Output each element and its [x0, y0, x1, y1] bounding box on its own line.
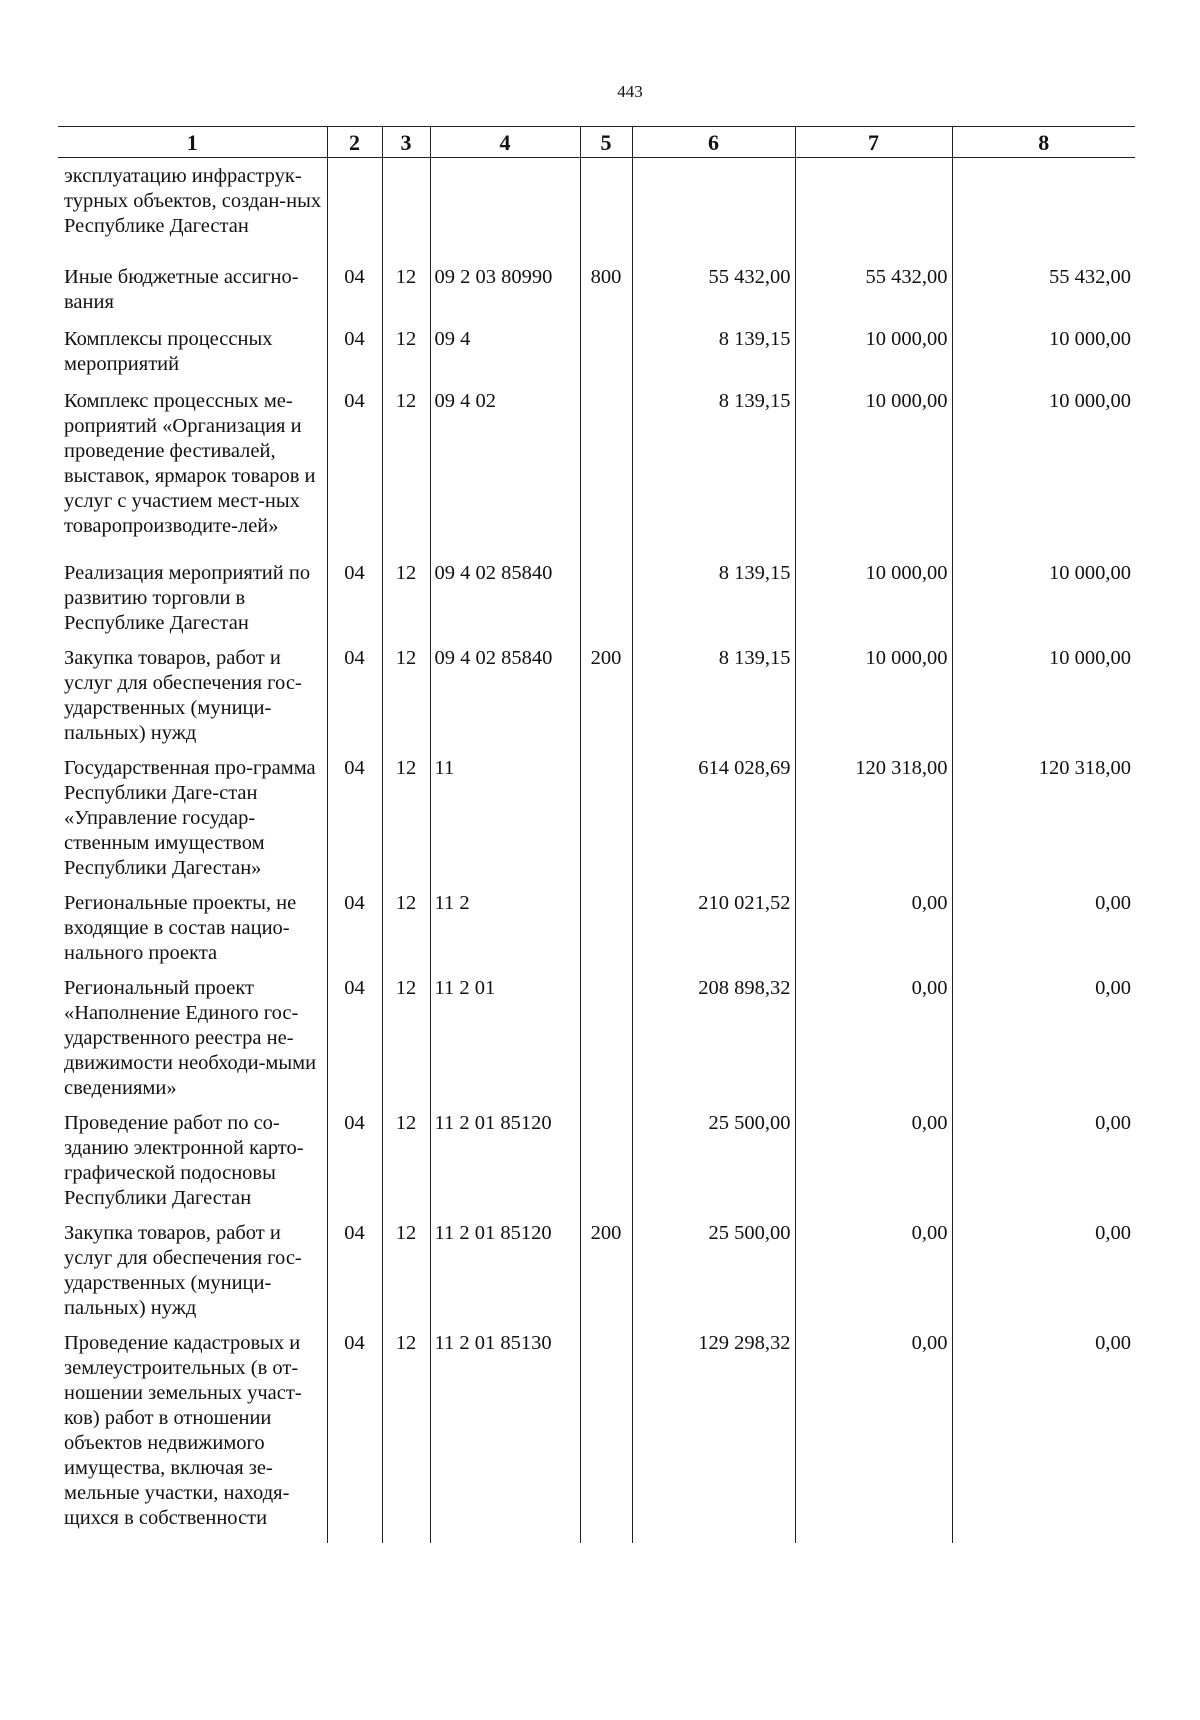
- row-description: Региональные проекты, не входящие в состав нацио-нального проекта: [58, 885, 327, 970]
- section-code: 04: [327, 555, 382, 640]
- subsection-code: 12: [382, 259, 430, 321]
- target-article-code: 11 2 01: [430, 970, 580, 1105]
- expense-type-code: [580, 383, 632, 555]
- expense-type-code: 800: [580, 259, 632, 321]
- amount-year-2: [795, 158, 952, 259]
- subsection-code: 12: [382, 885, 430, 970]
- table-row: [58, 383, 1135, 555]
- expense-type-code: [580, 1105, 632, 1215]
- table-body: [58, 158, 1135, 1543]
- table-row: [58, 158, 1135, 259]
- expense-type-code: [580, 885, 632, 970]
- row-description: Реализация мероприятий по развитию торговли в Республике Дагестан: [58, 555, 327, 640]
- page-number: 443: [617, 82, 643, 101]
- table-row: [58, 1105, 1135, 1215]
- budget-table: [58, 126, 1135, 1543]
- expense-type-code: [580, 750, 632, 885]
- target-article-code: 09 4 02: [430, 383, 580, 555]
- section-code: 04: [327, 640, 382, 750]
- subsection-code: [382, 158, 430, 259]
- amount-year-2: 0,00: [795, 970, 952, 1105]
- expense-type-code: 200: [580, 1215, 632, 1325]
- expense-type-code: [580, 158, 632, 259]
- amount-year-1: 8 139,15: [632, 321, 795, 383]
- row-description: Иные бюджетные ассигно-вания: [58, 259, 327, 321]
- amount-year-1: 614 028,69: [632, 750, 795, 885]
- amount-year-1: 129 298,32: [632, 1325, 795, 1543]
- table-row: [58, 1325, 1135, 1543]
- table-row: [58, 750, 1135, 885]
- column-header-5: 5: [580, 127, 632, 158]
- expense-type-code: [580, 1325, 632, 1543]
- section-code: 04: [327, 750, 382, 885]
- section-code: 04: [327, 1105, 382, 1215]
- subsection-code: 12: [382, 750, 430, 885]
- column-header-2: 2: [327, 127, 382, 158]
- amount-year-2: 10 000,00: [795, 640, 952, 750]
- section-code: 04: [327, 970, 382, 1105]
- amount-year-2: 55 432,00: [795, 259, 952, 321]
- amount-year-3: 0,00: [952, 1325, 1135, 1543]
- target-article-code: 09 4: [430, 321, 580, 383]
- amount-year-1: 208 898,32: [632, 970, 795, 1105]
- section-code: [327, 158, 382, 259]
- amount-year-3: 55 432,00: [952, 259, 1135, 321]
- expense-type-code: [580, 970, 632, 1105]
- subsection-code: 12: [382, 1325, 430, 1543]
- row-description: Комплексы процессных мероприятий: [58, 321, 327, 383]
- table-row: [58, 640, 1135, 750]
- subsection-code: 12: [382, 1215, 430, 1325]
- section-code: 04: [327, 885, 382, 970]
- row-description: Государственная про-грамма Республики Даге-стан «Управление государ-ственным имуществом Республики Дагестан»: [58, 750, 327, 885]
- amount-year-1: 25 500,00: [632, 1105, 795, 1215]
- amount-year-2: 0,00: [795, 1215, 952, 1325]
- amount-year-1: 8 139,15: [632, 555, 795, 640]
- amount-year-1: [632, 158, 795, 259]
- section-code: 04: [327, 383, 382, 555]
- expense-type-code: [580, 555, 632, 640]
- target-article-code: [430, 158, 580, 259]
- amount-year-3: 120 318,00: [952, 750, 1135, 885]
- amount-year-3: 0,00: [952, 1105, 1135, 1215]
- target-article-code: 09 4 02 85840: [430, 555, 580, 640]
- amount-year-2: 0,00: [795, 885, 952, 970]
- expense-type-code: [580, 321, 632, 383]
- target-article-code: 11 2: [430, 885, 580, 970]
- amount-year-1: 25 500,00: [632, 1215, 795, 1325]
- amount-year-3: 0,00: [952, 885, 1135, 970]
- section-code: 04: [327, 1215, 382, 1325]
- column-header-1: 1: [58, 127, 327, 158]
- table-row: [58, 259, 1135, 321]
- target-article-code: 11 2 01 85120: [430, 1215, 580, 1325]
- amount-year-3: 0,00: [952, 1215, 1135, 1325]
- amount-year-3: 10 000,00: [952, 640, 1135, 750]
- row-description: Региональный проект «Наполнение Единого гос-ударственного реестра не-движимости необходи-мыми сведениями»: [58, 970, 327, 1105]
- subsection-code: 12: [382, 321, 430, 383]
- amount-year-3: 10 000,00: [952, 383, 1135, 555]
- target-article-code: 11 2 01 85130: [430, 1325, 580, 1543]
- amount-year-2: 10 000,00: [795, 555, 952, 640]
- target-article-code: 09 2 03 80990: [430, 259, 580, 321]
- amount-year-2: 10 000,00: [795, 321, 952, 383]
- amount-year-2: 0,00: [795, 1105, 952, 1215]
- amount-year-2: 0,00: [795, 1325, 952, 1543]
- target-article-code: 11 2 01 85120: [430, 1105, 580, 1215]
- subsection-code: 12: [382, 640, 430, 750]
- subsection-code: 12: [382, 1105, 430, 1215]
- table-row: [58, 1215, 1135, 1325]
- subsection-code: 12: [382, 383, 430, 555]
- table-row: [58, 970, 1135, 1105]
- amount-year-3: 0,00: [952, 970, 1135, 1105]
- header-row: [58, 127, 1135, 158]
- subsection-code: 12: [382, 970, 430, 1105]
- table-row: [58, 885, 1135, 970]
- column-header-4: 4: [430, 127, 580, 158]
- row-description: Проведение кадастровых и землеустроительных (в от-ношении земельных участ-ков) работ в отношении объектов недвижимого имущества, включая зе-мельные участки, находя-щихся в собственности: [58, 1325, 327, 1543]
- column-header-7: 7: [795, 127, 952, 158]
- amount-year-1: 210 021,52: [632, 885, 795, 970]
- target-article-code: 11: [430, 750, 580, 885]
- column-header-6: 6: [632, 127, 795, 158]
- amount-year-2: 10 000,00: [795, 383, 952, 555]
- table-row: [58, 555, 1135, 640]
- amount-year-2: 120 318,00: [795, 750, 952, 885]
- section-code: 04: [327, 321, 382, 383]
- row-description: Комплекс процессных ме-роприятий «Организация и проведение фестивалей, выставок, ярмарок товаров и услуг с участием мест-ных товаропроизводите-лей»: [58, 383, 327, 555]
- subsection-code: 12: [382, 555, 430, 640]
- amount-year-1: 55 432,00: [632, 259, 795, 321]
- amount-year-3: [952, 158, 1135, 259]
- amount-year-3: 10 000,00: [952, 321, 1135, 383]
- table-row: [58, 321, 1135, 383]
- row-description: эксплуатацию инфраструк-турных объектов, создан-ных Республике Дагестан: [58, 158, 327, 259]
- row-description: Закупка товаров, работ и услуг для обеспечения гос-ударственных (муници-пальных) нужд: [58, 1215, 327, 1325]
- amount-year-1: 8 139,15: [632, 640, 795, 750]
- column-header-8: 8: [952, 127, 1135, 158]
- row-description: Проведение работ по со-зданию электронной карто-графической подосновы Республики Дагестан: [58, 1105, 327, 1215]
- amount-year-1: 8 139,15: [632, 383, 795, 555]
- section-code: 04: [327, 259, 382, 321]
- amount-year-3: 10 000,00: [952, 555, 1135, 640]
- target-article-code: 09 4 02 85840: [430, 640, 580, 750]
- expense-type-code: 200: [580, 640, 632, 750]
- column-header-3: 3: [382, 127, 430, 158]
- row-description: Закупка товаров, работ и услуг для обеспечения гос-ударственных (муници-пальных) нужд: [58, 640, 327, 750]
- section-code: 04: [327, 1325, 382, 1543]
